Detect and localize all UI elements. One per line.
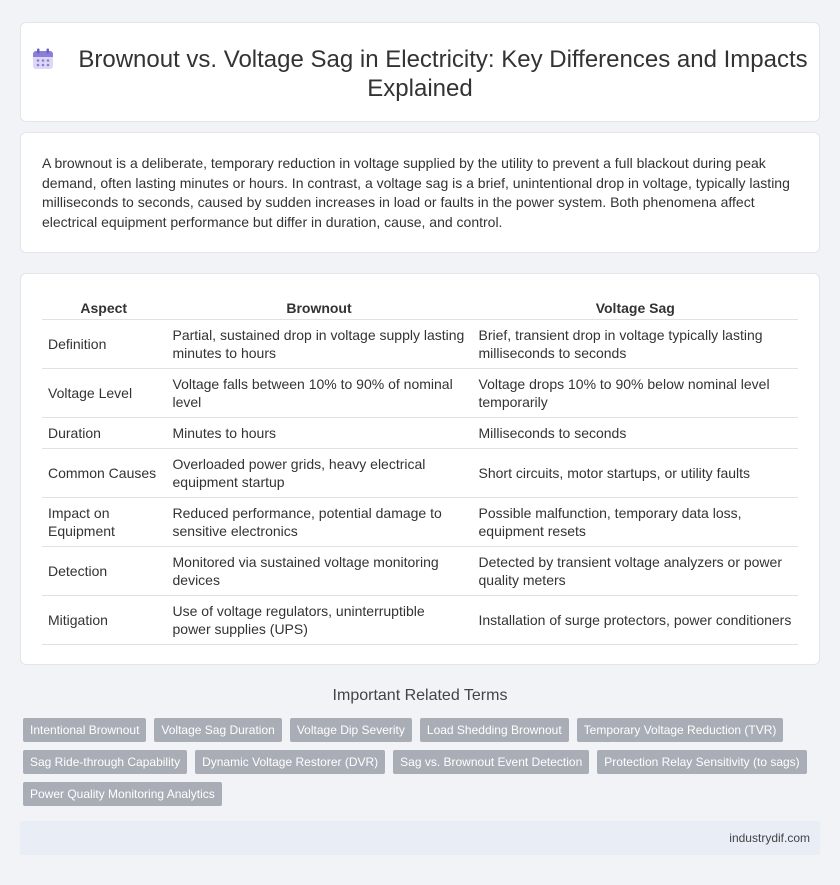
footer xyxy=(20,821,820,855)
table-row xyxy=(42,320,798,369)
row-aspect: Duration xyxy=(42,418,166,449)
row-voltage-sag: Installation of surge protectors, power conditioners xyxy=(472,596,798,645)
table-row xyxy=(42,596,798,645)
related-term-tag[interactable]: Power Quality Monitoring Analytics xyxy=(23,782,222,806)
row-voltage-sag: Possible malfunction, temporary data loss, equipment resets xyxy=(472,498,798,547)
page-title xyxy=(21,45,819,103)
intro-card xyxy=(20,132,820,253)
header-voltage-sag: Voltage Sag xyxy=(472,296,798,320)
row-aspect: Mitigation xyxy=(42,596,166,645)
row-brownout: Voltage falls between 10% to 90% of nominal level xyxy=(166,369,472,418)
row-aspect: Common Causes xyxy=(42,449,166,498)
row-brownout: Use of voltage regulators, uninterruptible power supplies (UPS) xyxy=(166,596,472,645)
related-term-tag[interactable]: Sag Ride-through Capability xyxy=(23,750,187,774)
row-brownout: Minutes to hours xyxy=(166,418,472,449)
row-brownout: Reduced performance, potential damage to sensitive electronics xyxy=(166,498,472,547)
title-wrap xyxy=(21,45,819,103)
row-brownout: Monitored via sustained voltage monitoring devices xyxy=(166,547,472,596)
related-term-tag[interactable]: Voltage Dip Severity xyxy=(290,718,412,742)
header-brownout: Brownout xyxy=(166,296,472,320)
row-brownout: Partial, sustained drop in voltage supply lasting minutes to hours xyxy=(166,320,472,369)
row-aspect: Voltage Level xyxy=(42,369,166,418)
title-card xyxy=(20,22,820,122)
table-card xyxy=(20,273,820,665)
row-aspect: Detection xyxy=(42,547,166,596)
table-header-row xyxy=(42,296,798,320)
row-voltage-sag: Milliseconds to seconds xyxy=(472,418,798,449)
table-row xyxy=(42,547,798,596)
row-voltage-sag: Voltage drops 10% to 90% below nominal level temporarily xyxy=(472,369,798,418)
table-row xyxy=(42,418,798,449)
row-aspect: Impact on Equipment xyxy=(42,498,166,547)
footer-site-link[interactable]: industrydif.com xyxy=(729,831,810,845)
row-voltage-sag: Detected by transient voltage analyzers or power quality meters xyxy=(472,547,798,596)
related-term-tag[interactable]: Protection Relay Sensitivity (to sags) xyxy=(597,750,806,774)
related-term-tag[interactable]: Dynamic Voltage Restorer (DVR) xyxy=(195,750,385,774)
row-aspect: Definition xyxy=(42,320,166,369)
intro-paragraph: A brownout is a deliberate, temporary reduction in voltage supplied by the utility to prevent a full blackout during peak demand, often lasting minutes or hours. In contrast, a voltage sag is a brief, unintentional drop in voltage, typically lasting milliseconds to seconds, caused by sudden increases in load or faults in the power system. Both phenomena affect electrical equipment performance but differ in duration, cause, and control. xyxy=(42,155,790,230)
related-terms-heading: Important Related Terms xyxy=(332,687,508,704)
related-terms-list xyxy=(23,718,813,806)
calendar-icon xyxy=(32,48,54,70)
row-voltage-sag: Short circuits, motor startups, or utility faults xyxy=(472,449,798,498)
table-row xyxy=(42,369,798,418)
related-term-tag[interactable]: Voltage Sag Duration xyxy=(154,718,281,742)
header-aspect: Aspect xyxy=(42,296,166,320)
table-row xyxy=(42,498,798,547)
related-term-tag[interactable]: Intentional Brownout xyxy=(23,718,146,742)
table-row xyxy=(42,449,798,498)
page-title-text: Brownout vs. Voltage Sag in Electricity: Key Differences and Impacts Explained xyxy=(78,46,808,102)
related-term-tag[interactable]: Load Shedding Brownout xyxy=(420,718,569,742)
comparison-table xyxy=(42,296,798,645)
related-term-tag[interactable]: Temporary Voltage Reduction (TVR) xyxy=(577,718,784,742)
row-brownout: Overloaded power grids, heavy electrical equipment startup xyxy=(166,449,472,498)
row-voltage-sag: Brief, transient drop in voltage typically lasting milliseconds to seconds xyxy=(472,320,798,369)
related-term-tag[interactable]: Sag vs. Brownout Event Detection xyxy=(393,750,589,774)
